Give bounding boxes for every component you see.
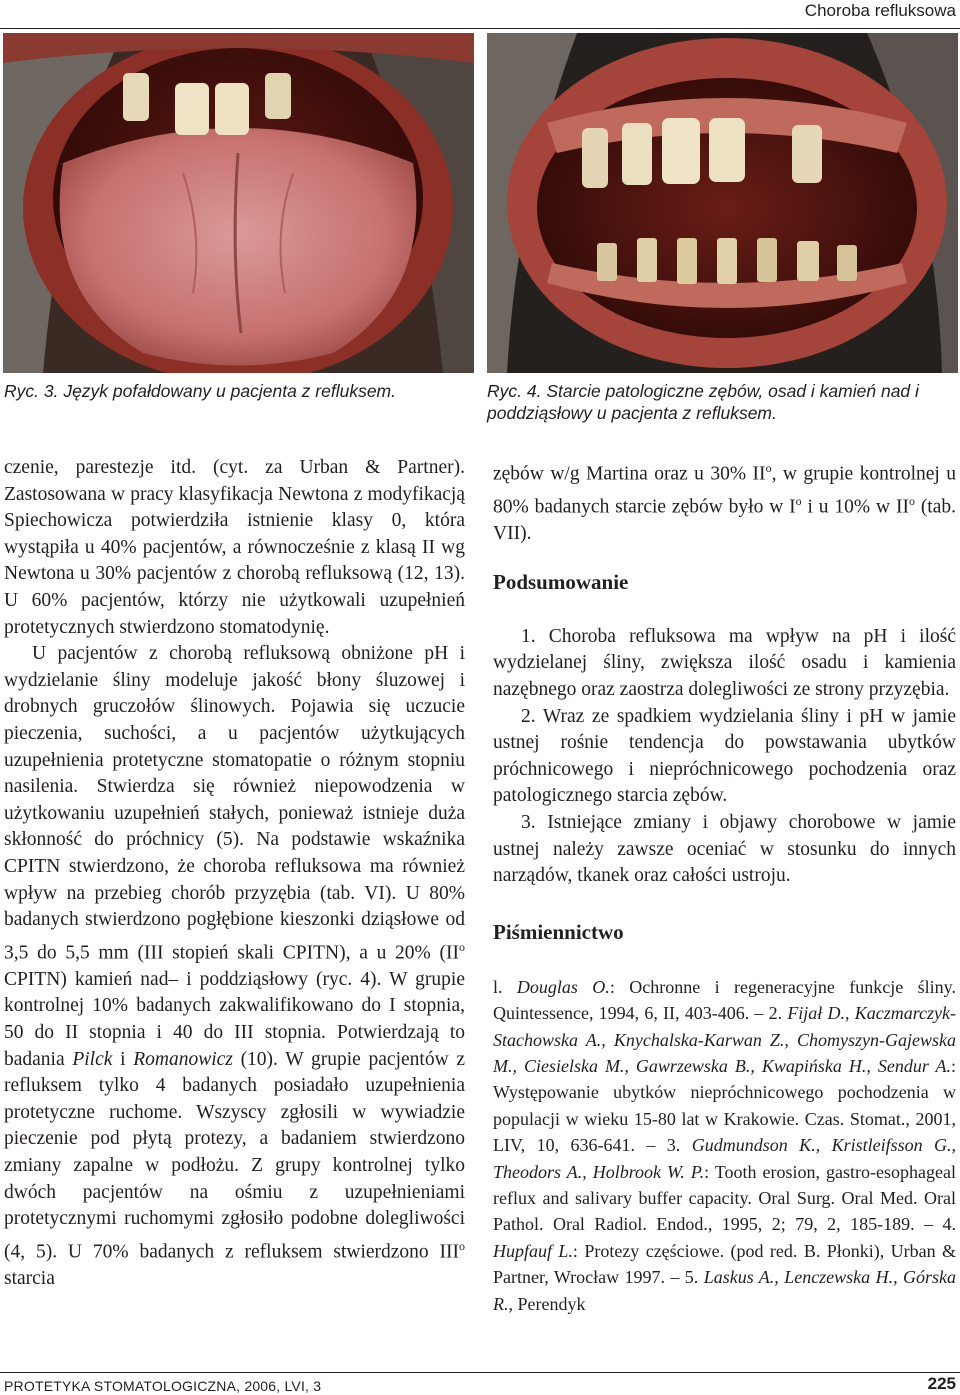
right-text-column xyxy=(493,455,956,1317)
paragraph: czenie, parestezje itd. (cyt. za Urban & Partner). Zastosowana w pracy klasyfikacja Newtona z modyfikacją Spiechowicza potwierdziła istnienie klasy 0, która wystąpiła u 40% pacjentów, a równocześnie z klasą II wg Newtona u 30% pacjentów z chorobą refluksową (12, 13). U 60% pacjentów, którzy nie użytkowali uzupełnień protetycznych stwierdzono stomatodynię. xyxy=(4,457,465,638)
figure-3-photo xyxy=(3,33,474,373)
author-name: Romanowicz xyxy=(133,1048,233,1070)
conclusion-item: 3. Istniejące zmiany i objawy chorobowe w jamie ustnej należy zawsze oceniać w stosunku do innych narządów, tkanek oraz całości ustroju. xyxy=(493,811,956,887)
page-number: 225 xyxy=(927,1374,956,1393)
section-heading-references: Piśmiennictwo xyxy=(493,919,624,944)
paragraph: U pacjentów z chorobą refluksową obniżone pH i wydzielanie śliny modeluje jakość błony śluzowej i drobnych gruczołów ślinowych. Pojawia się uczucie pieczenia, suchości, a u pacjentów użytkujących uzupełnienia protetyczne stomatopatie o różnym stopniu nasilenia. Stwierdza się również niepowodzenia w użytkowaniu uzupełnień stałych, ponieważ istnieje duża skłonność do próchnicy (5). Na podstawie wskaźnika CPITN stwierdzono, że choroba refluksowa ma również wpływ na przebieg chorób przyzębia (tab. VI). U 80% badanych stwierdzono pogłębione kieszonki dziąsłowe od 3,5 do 5,5 mm (III stopień skali CPITN), a u 20% ($II^o$ CPITN) kamień nad– i poddziąsłowy (ryc. 4). W grupie kontrolnej 10% badanych zakwalifikowano do I stopnia, 50 do II stopnia i 40 do III stopnia. Potwierdzają to badania Pilck i Romanowicz (10). W grupie pacjentów z refluksem tylko 4 badanych posiadało uzupełnienia protetyczne ruchome. Wszyscy zgłosili w wywiadzie pieczenie pod płytą protezy, a badaniem stwierdzono zmiany zapalne w podłożu. Z grupy kontrolnej tylko dwóch pacjentów na ośmiu z uzupełnieniami protetycznymi ruchomymi zgłosiło podobne dolegliwości (4, 5). U 70% badanych z refluksem stwierdzono III$^o$ starcia xyxy=(4,643,465,1289)
conclusion-item: 1. Choroba refluksowa ma wpływ na pH i ilość wydzielanej śliny, zwiększa ilość osadu i kamienia nazębnego oraz zaostrza dolegliwości ze strony przyzębia. xyxy=(493,625,956,700)
journal-name: PROTETYKA STOMATOLOGICZNA, 2006, LVI, 3 xyxy=(4,1378,322,1394)
figure-3-caption: Ryc. 3. Język pofałdowany u pacjenta z refluksem. xyxy=(4,381,396,401)
conclusion-item: 2. Wraz ze spadkiem wydzielania śliny i pH w jamie ustnej rośnie tendencja do powstawania ubytków próchnicowego i niepróchnicowego pochodzenia oraz patologicznego starcia zębów. xyxy=(493,705,956,807)
footer-rule xyxy=(0,1372,960,1373)
paragraph: zębów w/g Martina oraz u 30% $II^o$, w grupie kontrolnej u 80% badanych starcie zębów było w $I^o$ i u 10% w $II^o$ (tab. VII). xyxy=(493,461,957,545)
header-rule xyxy=(0,28,960,29)
author-name: Pilck xyxy=(72,1048,113,1070)
reference-list: l. Douglas O.: Ochronne i regeneracyjne funkcje śliny. Quintessence, 1994, 6, II, 403-406. – 2. Fijał D., Kaczmarczyk-Stachowska A., Knychalska-Karwan Z., Chomyszyn-Gajewska M., Ciesielska M., Gawrzewska B., Kwapińska H., Sendur A.: Występowanie ubytków niepróchnicowego pochodzenia w populacji w wieku 15-80 lat w Krakowie. Czas. Stomat., 2001, LIV, 10, 636-641. – 3. Gudmundson K., Kristleifsson G., Theodors A., Holbrook W. P.: Tooth erosion, gastro-esophageal reflux and salivary buffer capacity. Oral Surg. Oral Med. Oral Pathol. Oral Radiol. Endod., 1995, 2; 79, 2, 185-189. – 4. Hupfauf L.: Protezy częściowe. (pod red. B. Płonki), Urban & Partner, Wrocław 1997. – 5. Laskus A., Lenczewska H., Górska R., Perendyk xyxy=(493,976,956,1314)
figure-4-caption: Ryc. 4. Starcie patologiczne zębów, osad i kamień nad i poddziąsłowy u pacjenta z refluksem. xyxy=(487,381,919,423)
section-heading-summary: Podsumowanie xyxy=(493,569,629,594)
figure-4-photo xyxy=(487,33,958,373)
running-title: Choroba refluksowa xyxy=(804,1,956,20)
left-text-column xyxy=(4,455,465,1292)
